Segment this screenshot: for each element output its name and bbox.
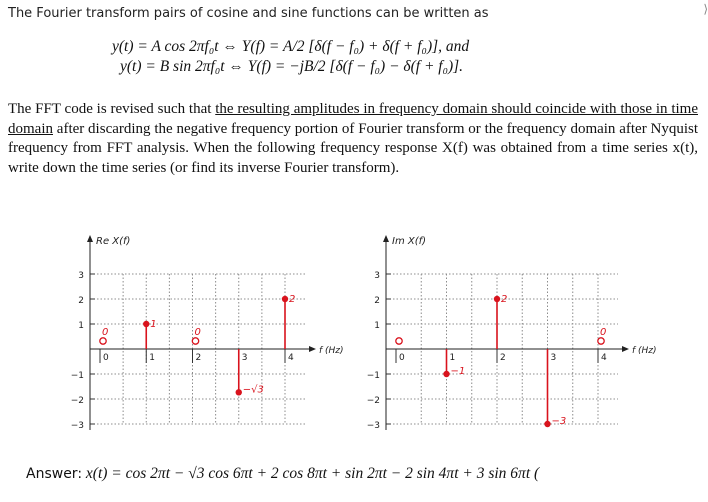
stem-value-label: 0 xyxy=(600,327,607,338)
x-tick-label: 2 xyxy=(500,353,506,363)
zero-marker xyxy=(396,338,402,344)
zero-marker xyxy=(192,338,198,344)
paragraph-part2: after discarding the negative frequency portion of Fourier transform or the frequency domain after Nyquist frequency from FFT analysis. When the following frequency response X(f) was obtained from a time series x(t), write down the time series (or find its inverse Fourier transform). xyxy=(8,120,698,176)
stem-value-label: 2 xyxy=(289,294,296,305)
x-tick-label: 4 xyxy=(288,353,294,363)
chart-title: Im X(f) xyxy=(392,236,427,247)
stem-marker xyxy=(236,389,242,395)
x-axis-arrow xyxy=(309,346,316,352)
problem-paragraph xyxy=(8,100,698,178)
paragraph-underlined: the resulting amplitudes in frequency domain should coincide with those in time domain xyxy=(8,101,698,137)
stem-value-label: −1 xyxy=(450,366,466,377)
cursor-edge-icon: ⟩ xyxy=(703,2,708,16)
y-tick-label: −1 xyxy=(70,371,84,381)
x-axis-label: f (Hz) xyxy=(632,346,657,356)
stem-value-label: −3 xyxy=(551,416,567,427)
y-tick-label: −3 xyxy=(70,421,84,431)
y-tick-label: 2 xyxy=(78,296,84,306)
y-axis-arrow xyxy=(87,235,93,242)
im-x-chart xyxy=(356,232,656,432)
x-tick-label: 3 xyxy=(550,353,557,363)
stem-value-label: 1 xyxy=(150,319,157,330)
x-tick-label: 0 xyxy=(103,353,109,363)
y-tick-label: 1 xyxy=(78,321,84,331)
sine-transform-pair: y(t) = B sin 2πf₀t ⇔ Y(f) = −jB/2 [δ(f − f₀) − δ(f + f₀)]. xyxy=(120,58,464,75)
y-tick-label: 2 xyxy=(374,296,380,306)
answer-line xyxy=(26,465,539,483)
zero-marker xyxy=(598,338,604,344)
y-axis-arrow xyxy=(383,235,389,242)
x-tick-label: 1 xyxy=(449,353,456,363)
x-tick-label: 2 xyxy=(195,353,202,363)
intro-text: The Fourier transform pairs of cosine and sine functions can be written as xyxy=(8,6,489,21)
y-tick-label: −2 xyxy=(366,396,380,406)
stem-value-label: −√3 xyxy=(242,384,264,396)
answer-label: Answer: xyxy=(26,466,83,482)
stem-value-label: 0 xyxy=(194,327,201,338)
answer-expression: x(t) = cos 2πt − √3 cos 6πt + 2 cos 8πt + sin 2πt − 2 sin 4πt + 3 sin 6πt ( xyxy=(85,465,540,482)
x-axis-label: f (Hz) xyxy=(319,346,344,356)
x-tick-label: 0 xyxy=(399,353,405,363)
stem-marker xyxy=(494,296,500,302)
y-tick-label: 3 xyxy=(78,271,84,281)
paragraph-part1: The FFT code is revised such that xyxy=(8,101,216,117)
stem-value-label: 0 xyxy=(102,327,109,338)
stem-marker xyxy=(544,421,550,427)
y-tick-label: −2 xyxy=(70,396,84,406)
x-tick-label: 4 xyxy=(601,353,607,363)
x-axis-arrow xyxy=(622,346,629,352)
stem-marker xyxy=(282,296,288,302)
cosine-transform-pair: y(t) = A cos 2πf₀t ⇔ Y(f) = A/2 [δ(f − f₀) + δ(f + f₀)], and xyxy=(112,38,470,55)
chart-title: Re X(f) xyxy=(96,236,131,247)
x-tick-label: 1 xyxy=(149,353,155,363)
y-tick-label: 3 xyxy=(374,271,380,281)
zero-marker xyxy=(100,338,106,344)
y-tick-label: −1 xyxy=(366,371,380,381)
stem-value-label: 2 xyxy=(501,294,508,305)
y-tick-label: 1 xyxy=(374,321,380,331)
stem-marker xyxy=(443,371,449,377)
re-x-chart xyxy=(60,232,344,432)
x-tick-label: 3 xyxy=(241,353,248,363)
stem-marker xyxy=(143,321,149,327)
y-tick-label: −3 xyxy=(366,421,380,431)
